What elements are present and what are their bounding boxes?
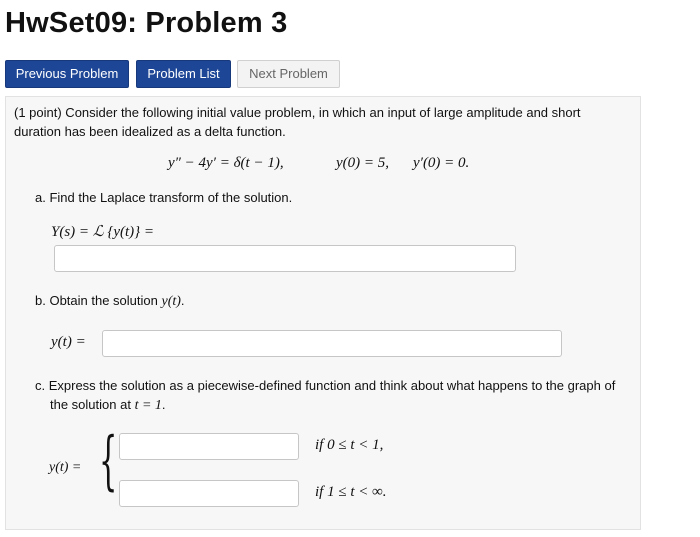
initial-condition-2: y′(0) = 0. — [413, 155, 470, 171]
piecewise-case1-input[interactable] — [119, 433, 299, 460]
part-a-label: a. Find the Laplace transform of the solution. — [35, 190, 293, 205]
part-c-label-line1: c. Express the solution as a piecewise-defined function and think about what happens to the graph of — [35, 378, 616, 393]
part-b-label-text: b. Obtain the solution — [35, 293, 162, 308]
part-b-label-end: . — [180, 293, 185, 308]
piecewise-case2-input[interactable] — [119, 480, 299, 507]
piecewise-brace: { — [99, 424, 118, 498]
part-c-label-line2-math: t = 1 — [134, 398, 162, 413]
page-title: HwSet09: Problem 3 — [5, 7, 288, 39]
problem-intro-line2: duration has been idealized as a delta function. — [14, 124, 286, 139]
solution-answer-input[interactable] — [102, 330, 562, 357]
part-c-label-line2-text: the solution at — [50, 397, 135, 412]
part-a-expression: Y(s) = ℒ {y(t)} = — [51, 224, 155, 240]
part-c-label-line2-end: . — [161, 397, 166, 412]
ode-equation: y″ − 4y′ = δ(t − 1), — [168, 155, 284, 171]
next-problem-button[interactable]: Next Problem — [237, 60, 340, 88]
part-c-label-line2 — [50, 397, 166, 414]
previous-problem-button[interactable]: Previous Problem — [5, 60, 129, 88]
problem-list-button[interactable]: Problem List — [136, 60, 231, 88]
initial-condition-1: y(0) = 5, — [336, 155, 390, 171]
problem-intro-line1: (1 point) Consider the following initial value problem, in which an input of large amplitude and short — [14, 105, 581, 120]
piecewise-case1-condition: if 0 ≤ t < 1, — [315, 437, 384, 453]
part-b-expression: y(t) = — [51, 334, 86, 350]
part-b-label-math: y(t) — [161, 294, 181, 309]
piecewise-case2-condition: if 1 ≤ t < ∞. — [315, 484, 387, 500]
part-c-expression: y(t) = — [49, 460, 82, 475]
part-b-label — [35, 293, 185, 310]
problem-panel — [5, 96, 641, 530]
laplace-transform-answer-input[interactable] — [54, 245, 516, 272]
